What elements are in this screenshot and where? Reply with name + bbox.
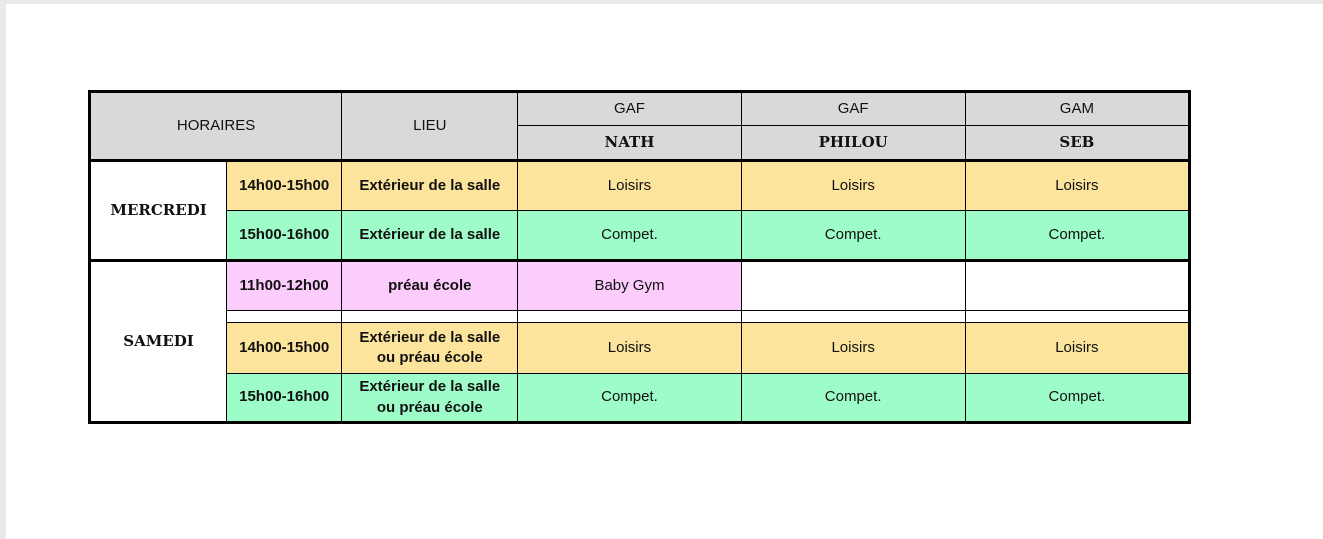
group-header: GAF [741,92,965,126]
activity-cell: Loisirs [518,161,741,211]
spacer-cell [342,311,518,323]
place-line: Extérieur de la salle [359,378,501,396]
time-cell: 15h00-16h00 [227,374,342,423]
activity-cell: Compet. [518,211,741,261]
activity-cell: Compet. [741,211,965,261]
horaires-header: HORAIRES [90,92,342,161]
activity-cell: Loisirs [741,161,965,211]
coach-header-seb: SEB [965,126,1189,161]
time-cell: 15h00-16h00 [227,211,342,261]
group-header: GAM [965,92,1189,126]
coach-header-nath: NATH [518,126,741,161]
activity-cell: Compet. [518,374,741,423]
activity-cell [965,261,1189,311]
place-cell: Extérieur de la salle [342,161,518,211]
coach-header-philou: PHILOU [741,126,965,161]
activity-cell: Baby Gym [518,261,741,311]
table-row [90,211,1190,261]
lieu-header: LIEU [342,92,518,161]
place-cell: préau école [342,261,518,311]
day-label-mercredi: MERCREDI [90,161,227,261]
place-line: ou préau école [376,398,483,416]
place-line: Extérieur de la salle [359,328,501,346]
place-cell [342,374,518,423]
time-cell: 14h00-15h00 [227,161,342,211]
spacer-cell [227,311,342,323]
header-row-groups [90,92,1190,126]
day-label-samedi: SAMEDI [90,261,227,423]
place-cell: Extérieur de la salle [342,211,518,261]
activity-cell: Compet. [965,211,1189,261]
schedule-table [88,90,1191,424]
group-header: GAF [518,92,741,126]
time-cell: 14h00-15h00 [227,323,342,374]
spacer-cell [965,311,1189,323]
spacer-row [90,311,1190,323]
spacer-cell [518,311,741,323]
place-line: ou préau école [376,349,483,366]
activity-cell: Loisirs [518,323,741,374]
table-row [90,161,1190,211]
activity-cell: Compet. [741,374,965,423]
table-row [90,261,1190,311]
table-row [90,374,1190,423]
activity-cell: Compet. [965,374,1189,423]
time-cell: 11h00-12h00 [227,261,342,311]
activity-cell: Loisirs [965,161,1189,211]
place-cell [342,323,518,374]
document-page [6,4,1323,539]
spacer-cell [741,311,965,323]
table-row [90,323,1190,374]
activity-cell: Loisirs [965,323,1189,374]
activity-cell: Loisirs [741,323,965,374]
activity-cell [741,261,965,311]
